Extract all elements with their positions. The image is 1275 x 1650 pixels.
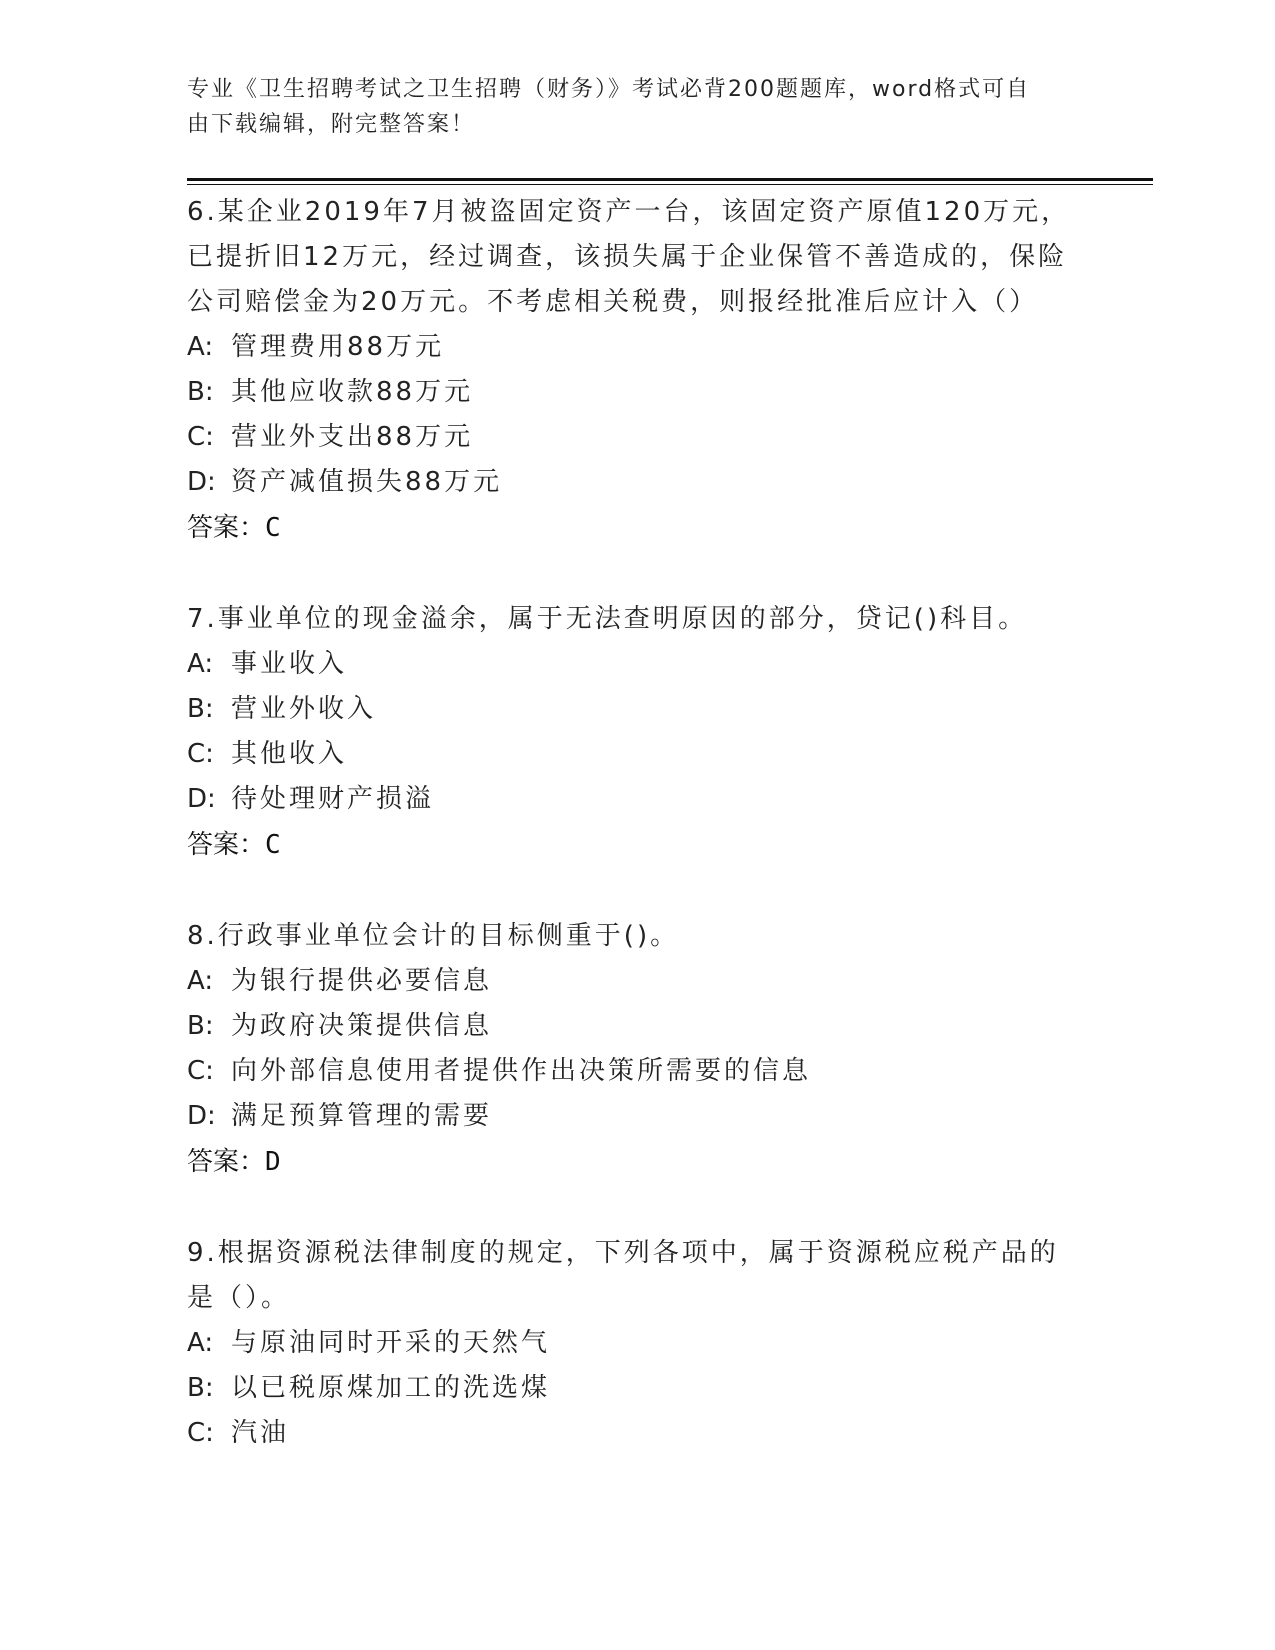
option-text: 为政府决策提供信息 [231,1011,493,1041]
answer-label: 答案： [187,1147,266,1177]
option-d [187,460,1087,505]
answer-line [187,505,1087,552]
question-stem-line: 9.根据资源税法律制度的规定，下列各项中，属于资源税应税产品的 [187,1238,1059,1268]
option-key: C: [187,739,214,769]
option-key: A: [187,966,214,996]
option-key: A: [187,1328,214,1358]
option-text: 其他收入 [231,739,348,769]
option-b [187,370,1087,415]
question-stem-line: 6.某企业2019年7月被盗固定资产一台，该固定资产原值120万元， [187,197,1071,227]
option-a [187,642,1087,687]
option-text: 为银行提供必要信息 [231,966,493,996]
header-divider-thin [187,184,1153,185]
option-b [187,1004,1087,1049]
option-c [187,1411,1087,1456]
option-key: D: [187,1101,216,1131]
option-a [187,325,1087,370]
question-stem-line: 7.事业单位的现金溢余，属于无法查明原因的部分，贷记()科目。 [187,604,1028,634]
option-text: 以已税原煤加工的洗选煤 [231,1373,551,1403]
option-key: B: [187,694,214,724]
answer-line [187,1139,1087,1186]
option-b [187,1366,1087,1411]
question-7 [187,597,1087,869]
option-text: 与原油同时开采的天然气 [231,1328,551,1358]
question-stem-line: 公司赔偿金为20万元。不考虑相关税费，则报经批准后应计入（） [187,287,1039,317]
answer-value: C [265,513,281,543]
answer-label: 答案： [187,830,266,860]
option-d [187,777,1087,822]
answer-value: D [265,1147,281,1177]
option-text: 满足预算管理的需要 [231,1101,493,1131]
option-c [187,732,1087,777]
option-c [187,415,1087,460]
option-text: 事业收入 [231,649,348,679]
question-stem-line: 8.行政事业单位会计的目标侧重于()。 [187,921,680,951]
option-text: 向外部信息使用者提供作出决策所需要的信息 [231,1056,812,1086]
option-key: B: [187,1011,214,1041]
option-key: A: [187,649,214,679]
option-text: 营业外支出88万元 [231,422,474,452]
option-key: A: [187,332,214,362]
option-text: 其他应收款88万元 [231,377,474,407]
question-stem-line: 是（）。 [187,1283,291,1313]
question-list [187,190,1087,1456]
document-header [187,72,1067,142]
header-line-1: 专业《卫生招聘考试之卫生招聘（财务）》考试必背200题题库，word格式可自 [187,77,1031,102]
answer-value: C [265,830,281,860]
answer-label: 答案： [187,513,266,543]
option-text: 汽油 [231,1418,290,1448]
option-a [187,959,1087,1004]
option-c [187,1049,1087,1094]
question-8 [187,914,1087,1186]
header-divider-thick [187,178,1153,181]
option-b [187,687,1087,732]
option-text: 待处理财产损溢 [231,784,435,814]
question-6 [187,190,1087,552]
option-key: D: [187,467,216,497]
header-line-2: 由下载编辑，附完整答案！ [187,112,476,137]
answer-line [187,822,1087,869]
option-key: C: [187,1056,214,1086]
option-text: 管理费用88万元 [231,332,445,362]
option-d [187,1094,1087,1139]
option-key: B: [187,1373,214,1403]
option-text: 资产减值损失88万元 [231,467,503,497]
option-text: 营业外收入 [231,694,377,724]
option-a [187,1321,1087,1366]
question-stem-line: 已提折旧12万元，经过调查，该损失属于企业保管不善造成的，保险 [187,242,1068,272]
question-9 [187,1231,1087,1456]
option-key: C: [187,422,214,452]
option-key: C: [187,1418,214,1448]
option-key: B: [187,377,214,407]
option-key: D: [187,784,216,814]
